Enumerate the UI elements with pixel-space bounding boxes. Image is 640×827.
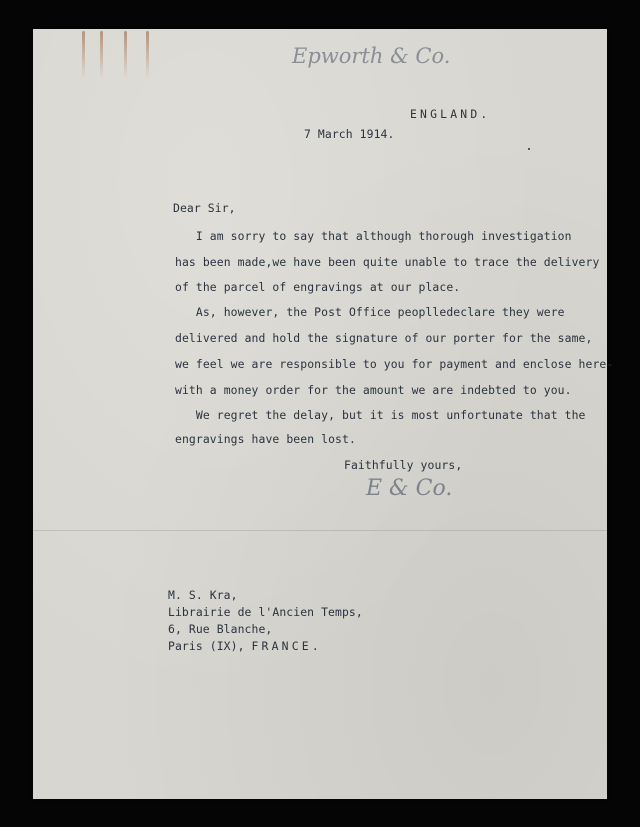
pin-mark — [146, 31, 149, 79]
body-line: I am sorry to say that although thorough investigation — [175, 229, 572, 243]
address-country: FRANCE. — [251, 639, 322, 653]
closing: Faithfully yours, — [344, 458, 463, 472]
salutation: Dear Sir, — [173, 201, 236, 215]
signature: E & Co. — [366, 476, 453, 501]
body-line: engravings have been lost. — [175, 432, 356, 446]
ink-speck — [528, 148, 530, 150]
body-line: we feel we are responsible to you for payment and enclose here- — [175, 357, 614, 371]
pin-marks — [78, 31, 158, 83]
body-line: delivered and hold the signature of our porter for the same, — [175, 331, 593, 345]
handwritten-letterhead: Epworth & Co. — [292, 44, 451, 68]
body-line: We regret the delay, but it is most unfortunate that the — [175, 408, 586, 422]
address-city: Paris (IX), — [168, 639, 252, 653]
body-line: of the parcel of engravings at our place. — [175, 280, 461, 294]
address-city-line — [168, 639, 322, 653]
paper-fold — [33, 530, 607, 531]
address-line: Librairie de l'Ancien Temps, — [168, 605, 363, 619]
address-line: 6, Rue Blanche, — [168, 622, 273, 636]
body-line: As, however, the Post Office peoplledeclare they were — [175, 305, 565, 319]
address-name: M. S. Kra, — [168, 588, 238, 602]
pin-mark — [124, 31, 127, 79]
pin-mark — [100, 31, 103, 79]
body-line: with a money order for the amount we are indebted to you. — [175, 383, 572, 397]
letter-date: 7 March 1914. — [304, 127, 395, 141]
pin-mark — [82, 31, 85, 79]
country-header: ENGLAND. — [410, 107, 491, 121]
body-line: has been made,we have been quite unable to trace the delivery — [175, 255, 600, 269]
